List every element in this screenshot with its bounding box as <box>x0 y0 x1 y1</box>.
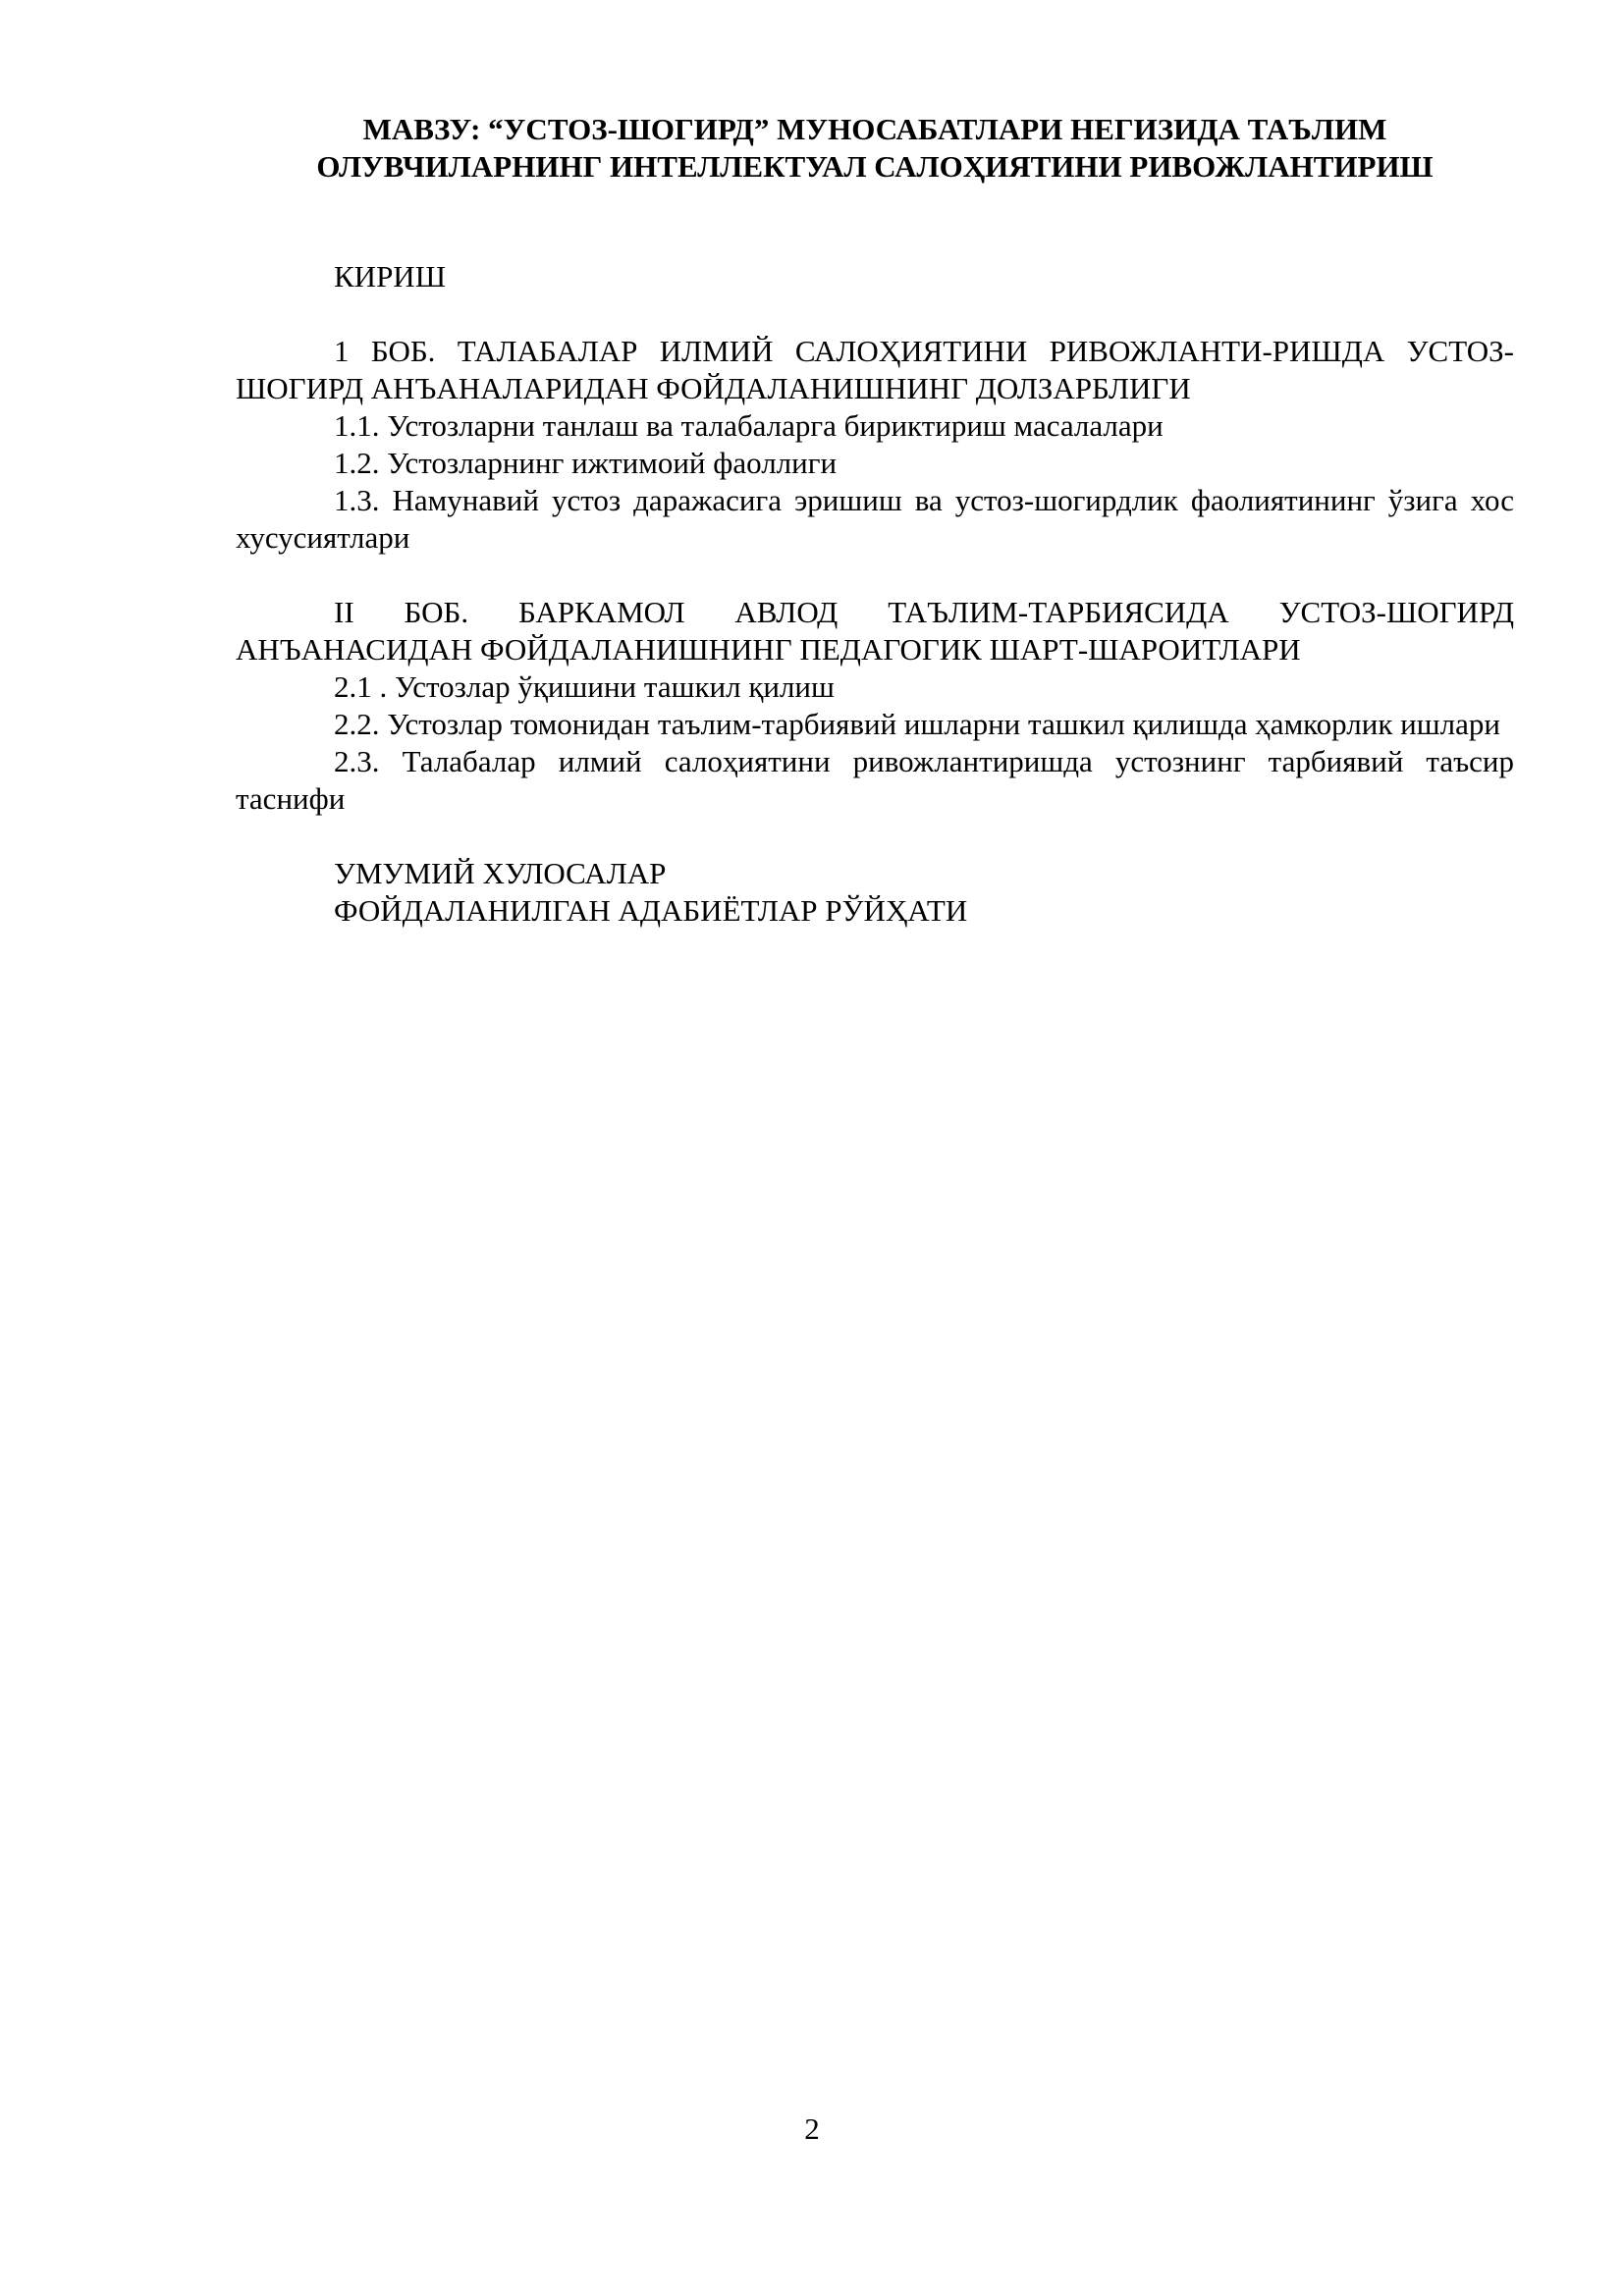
spacer <box>236 818 1514 855</box>
chapter-2-heading: II БОБ. БАРКАМОЛ АВЛОД ТАЪЛИМ-ТАРБИЯСИДА УСТОЗ-ШОГИРД АНЪАНАСИДАН ФОЙДАЛАНИШНИНГ ПЕДАГОГИК ШАРТ-ШАРОИТЛАРИ <box>236 595 1514 667</box>
toc-item-2-3: 2.3. Талабалар илмий салоҳиятини ривожлантиришда устознинг тарбиявий таъсир таснифи <box>236 744 1514 816</box>
toc-item-1-2: 1.2. Устозларнинг ижтимоий фаоллиги <box>334 446 838 480</box>
toc-chapter-2 <box>236 594 1514 818</box>
page-number: 2 <box>804 2111 820 2146</box>
title-line-2: ОЛУВЧИЛАРНИНГ ИНТЕЛЛЕКТУАЛ САЛОҲИЯТИНИ РИВОЖЛАНТИРИШ <box>316 149 1434 184</box>
toc-conclusions: УМУМИЙ ХУЛОСАЛАР <box>334 856 667 890</box>
toc-item-1-1: 1.1. Устозларни танлаш ва талабаларга бириктириш масалалари <box>334 408 1164 443</box>
toc-item-2-2: 2.2. Устозлар томонидан таълим-тарбиявий ишларни ташкил қилишда ҳамкорлик ишлари <box>334 707 1500 741</box>
chapter-1-heading: 1 БОБ. ТАЛАБАЛАР ИЛМИЙ САЛОҲИЯТИНИ РИВОЖЛАНТИ-РИШДА УСТОЗ-ШОГИРД АНЪАНАЛАРИДАН ФОЙДАЛАНИШНИНГ ДОЛЗАРБЛИГИ <box>236 334 1514 405</box>
table-of-contents <box>236 258 1514 930</box>
document-title <box>236 111 1514 186</box>
spacer <box>236 557 1514 594</box>
toc-chapter-1 <box>236 333 1514 557</box>
toc-references: ФОЙДАЛАНИЛГАН АДАБИЁТЛАР РЎЙҲАТИ <box>334 893 968 928</box>
toc-item-1-3: 1.3. Намунавий устоз даражасига эришиш ва устоз-шогирдлик фаолиятининг ўзига хос хусусиятлари <box>236 483 1514 555</box>
toc-item-2-1: 2.1 . Устозлар ўқишини ташкил қилиш <box>334 669 835 704</box>
title-line-1: МАВЗУ: “УСТОЗ-ШОГИРД” МУНОСАБАТЛАРИ НЕГИЗИДА ТАЪЛИМ <box>362 112 1387 146</box>
toc-intro: КИРИШ <box>334 259 446 294</box>
spacer <box>236 295 1514 333</box>
